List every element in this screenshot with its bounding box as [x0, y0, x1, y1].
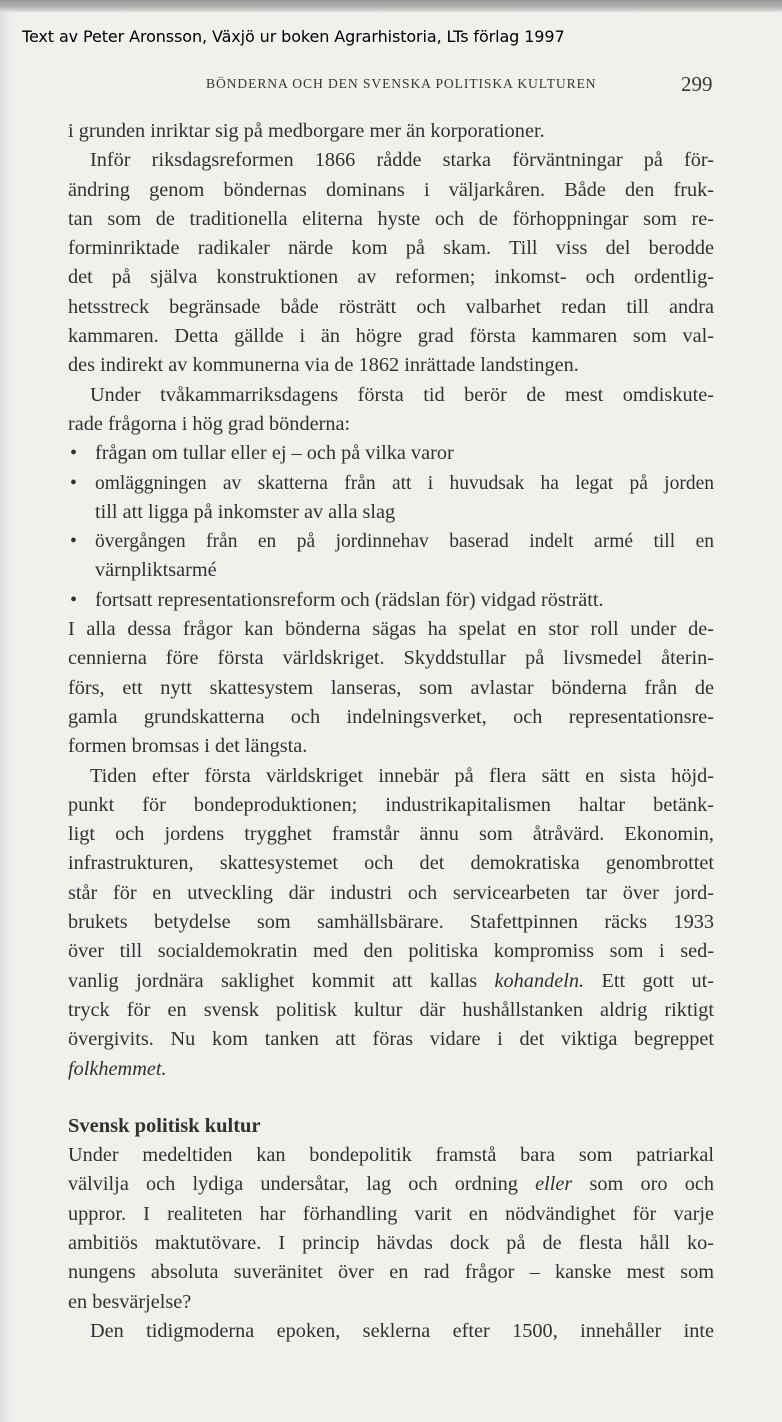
paragraph-line: cennierna före första världskriget. Skyddstullar på livsmedel återin-	[68, 647, 714, 670]
paragraph-line: över till socialdemokratin med den politiska kompromiss som i sed-	[68, 940, 714, 963]
italic-term: folkhemmet.	[68, 1057, 167, 1080]
paragraph-line: ambitiös maktutövare. I princip hävdas dock på de flesta håll ko-	[68, 1231, 714, 1254]
text-run: vanlig jordnära saklighet kommit att kallas	[68, 969, 495, 992]
italic-term: kohandeln.	[494, 969, 585, 992]
paragraph-line: tryck för en svensk politisk kultur där hushållstanken aldrig riktigt	[68, 998, 714, 1021]
page-number: 299	[681, 72, 713, 96]
paragraph-line: förs, ett nytt skattesystem lanseras, som avlastar bönderna från de	[68, 676, 714, 699]
paragraph-line	[68, 967, 714, 996]
bullet-item	[68, 439, 714, 468]
paragraph-line: tan som de traditionella eliterna hyste och de förhoppningar som re-	[68, 207, 714, 230]
bullet-continuation: värnpliktsarmé	[95, 559, 217, 582]
paragraph-line: Under tvåkammarriksdagens första tid berör de mest omdiskute-	[90, 383, 714, 406]
bullet-icon: •	[70, 531, 77, 553]
bullet-item	[68, 586, 714, 615]
paragraph-line	[68, 1055, 714, 1084]
bullet-text: omläggningen av skatterna från att i huvudsak ha legat på jorden	[95, 472, 714, 494]
paragraph-line: des indirekt av kommunerna via de 1862 inrättade landstingen.	[68, 354, 579, 377]
text-run: välvilja och lydiga undersåtar, lag och ordning	[68, 1173, 536, 1196]
bullet-icon: •	[70, 588, 78, 611]
paragraph-line: nungens absoluta suveränitet över en rad frågor – kanske mest som	[68, 1261, 714, 1284]
paragraph-line: infrastrukturen, skattesystemet och det demokratiska genombrottet	[68, 852, 714, 875]
scan-left-edge	[0, 12, 18, 1422]
paragraph-line: Den tidigmoderna epoken, seklerna efter 1500, innehåller inte	[90, 1319, 714, 1342]
paragraph-line: Inför riksdagsreformen 1866 rådde starka förväntningar på för-	[90, 149, 714, 172]
paragraph-line: det på själva konstruktionen av reformen; inkomst- och ordentlig-	[68, 266, 714, 289]
paragraph-line: står för en utveckling där industri och servicearbeten tar över jord-	[68, 881, 714, 904]
bullet-text: fortsatt representationsreform och (rädslan för) vidgad rösträtt.	[95, 588, 604, 611]
paragraph-line: en besvärjelse?	[68, 1290, 192, 1313]
bullet-continuation: till att ligga på inkomster av alla slag	[95, 500, 396, 523]
paragraph-line: hetsstreck begränsade både rösträtt och valbarhet redan till andra	[68, 295, 714, 318]
paragraph-line: Under medeltiden kan bondepolitik framstå bara som patriarkal	[68, 1144, 714, 1167]
paragraph-line: formen bromsas i det längsta.	[68, 735, 308, 758]
paragraph-line: uppror. I realiteten har förhandling varit en nödvändighet för varje	[68, 1202, 714, 1225]
paragraph-line: punkt för bondeproduktionen; industrikapitalismen haltar betänk-	[68, 793, 714, 816]
bullet-icon: •	[70, 472, 77, 494]
paragraph-line: i grunden inriktar sig på medborgare mer än korporationer.	[68, 120, 545, 142]
paragraph-line: rade frågorna i hög grad bönderna:	[68, 412, 351, 435]
paragraph-line: gamla grundskatterna och indelningsverket, och representationsre-	[68, 705, 714, 728]
paragraph-line: Tiden efter första världskriget innebär på flera sätt en sista höjd-	[90, 764, 714, 787]
bullet-icon: •	[70, 442, 78, 465]
bullet-text: övergången från en på jordinnehav baserad indelt armé till en	[95, 531, 714, 553]
bullet-item	[68, 527, 714, 556]
paragraph-line	[68, 1170, 714, 1199]
bullet-text: frågan om tullar eller ej – och på vilka varor	[95, 442, 454, 465]
scan-top-shadow	[0, 0, 782, 12]
body-text	[68, 117, 714, 1346]
paragraph-line: forminriktade radikaler närde kom på skam. Till viss del berodde	[68, 237, 714, 260]
source-caption: Text av Peter Aronsson, Växjö ur boken Agrarhistoria, LTs förlag 1997	[22, 27, 565, 46]
bullet-item	[68, 469, 714, 498]
text-run: som oro och	[572, 1173, 714, 1196]
text-run: Ett gott ut-	[584, 969, 714, 992]
paragraph-line: ändring genom böndernas dominans i väljarkåren. Både den fruk-	[68, 178, 714, 201]
running-head: BÖNDERNA OCH DEN SVENSKA POLITISKA KULTUREN	[206, 76, 597, 91]
italic-term: eller	[535, 1173, 573, 1196]
paragraph-line: ligt och jordens trygghet framstår ännu som åtråvärd. Ekonomin,	[68, 823, 714, 846]
paragraph-line: I alla dessa frågor kan bönderna sägas ha spelat en stor roll under de-	[68, 618, 714, 641]
section-heading: Svensk politisk kultur	[68, 1114, 261, 1137]
paragraph-line: kammaren. Detta gällde i än högre grad första kammaren som val-	[68, 325, 714, 348]
paragraph-line: brukets betydelse som samhällsbärare. Stafettpinnen räcks 1933	[68, 911, 714, 934]
paragraph-line: övergivits. Nu kom tanken att föras vidare i det viktiga begreppet	[68, 1028, 714, 1051]
